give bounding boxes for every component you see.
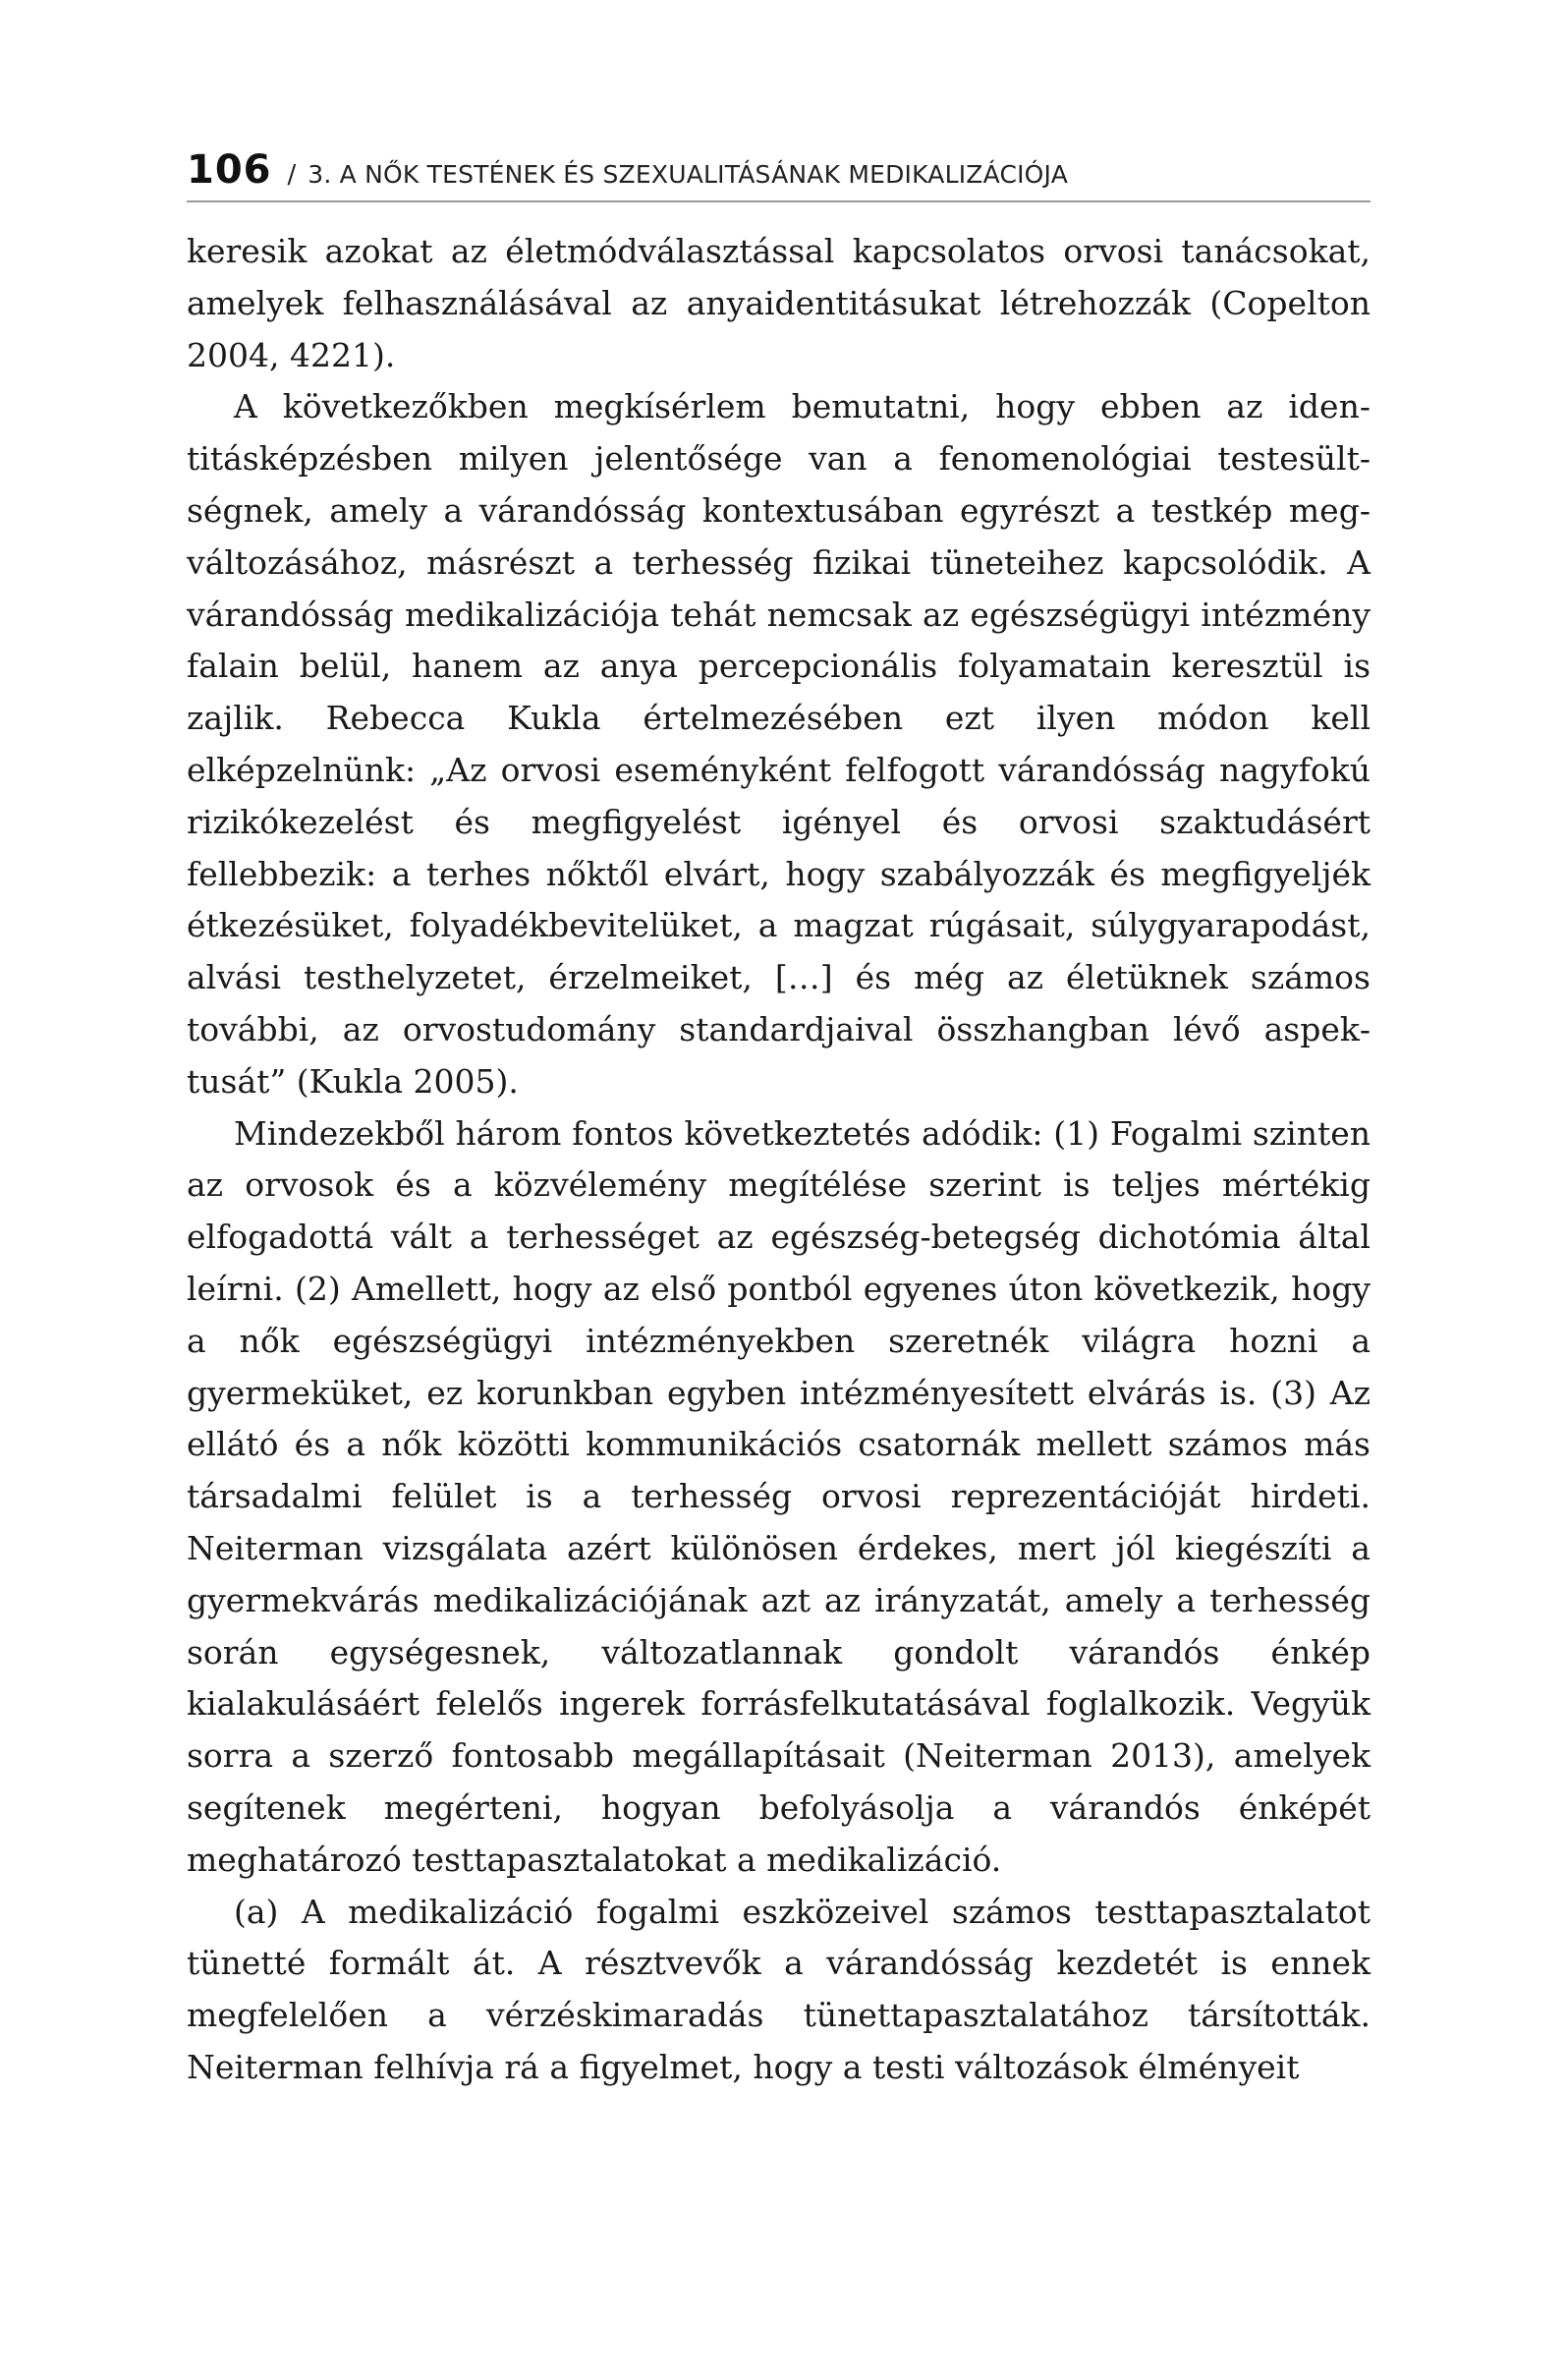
chapter-title: 3. A NŐK TESTÉNEK ÉS SZEXUALITÁSÁNAK MEDIKALIZÁCIÓJA (308, 160, 1068, 189)
header-separator: / (287, 160, 297, 190)
page-number: 106 (187, 147, 272, 193)
paragraph: (a) A medikalizáció fogalmi eszközeivel számos testtapasztalatot tünetté formált át. A résztvevők a várandósság kezdetét is ennek megfelelően a vérzéskimaradás tünettapasztalatához társították. Neiterman felhívja rá a figyelmet, hogy a testi változások élményeit (187, 1892, 1371, 2086)
paragraph: A következőkben megkísérlem bemutatni, hogy ebben az identitásképzésben milyen jelentősége van a fenomenológiai testesültségnek, amely a várandósság kontextusában egyrészt a testkép megváltozásához, másrészt a terhesség fizikai tüneteihez kapcsolódik. A várandósság medikalizációja tehát nemcsak az egészségügyi intézmény falain belül, hanem az anya percepcionális folyamatain keresztül is zajlik. Rebecca Kukla értelmezésében ezt ilyen módon kell elképzelnünk: „Az orvosi eseményként felfogott várandósság nagyfokú rizikókezelést és megfigyelést igényel és orvosi szaktudásért fellebbezik: a terhes nőktől elvárt, hogy szabályozzák és megfigyeljék étkezésüket, folyadékbevitelüket, a magzat rúgásait, súlygyarapodást, alvási testhelyzetet, érzelmeiket, […] és még az életüknek számos további, az orvostudomány standardjaival összhangban lévő aspektusát” (Kukla 2005). (187, 387, 1371, 1101)
body-text (187, 226, 1371, 2094)
paragraph: Mindezekből három fontos következtetés adódik: (1) Fogalmi szinten az orvosok és a közvélemény megítélése szerint is teljes mértékig elfogadottá vált a terhességet az egészség-betegség dichotómia által leírni. (2) Amellett, hogy az első pontból egyenes úton következik, hogy a nők egészségügyi intézményekben szeretnék világra hozni a gyermeküket, ez korunkban egyben intézményesített elvárás is. (3) Az ellátó és a nők közötti kommunikációs csatornák mellett számos más társadalmi felület is a terhesség orvosi reprezentációját hirdeti. Neiterman vizsgálata azért különösen érdekes, mert jól kiegészíti a gyermekvárás medikalizációjának azt az irányzatát, amely a terhesség során egységesnek, változatlannak gondolt várandós énkép kialakulásáért felelős ingerek forrásfelkutatásával foglalkozik. Vegyük sorra a szerző fontosabb megállapításait (Neiterman 2013), amelyek segítenek megérteni, hogyan befolyásolja a várandós énképét meghatározó testtapasztalatokat a medikalizáció. (187, 1113, 1371, 1879)
running-head (187, 147, 1371, 202)
paragraph-continuation: keresik azokat az életmódválasztással kapcsolatos orvosi tanácsokat, amelyek felhasználásával az anyaidentitásukat létrehozzák (Copelton 2004, 4221). (187, 232, 1371, 374)
book-page (187, 147, 1371, 2094)
